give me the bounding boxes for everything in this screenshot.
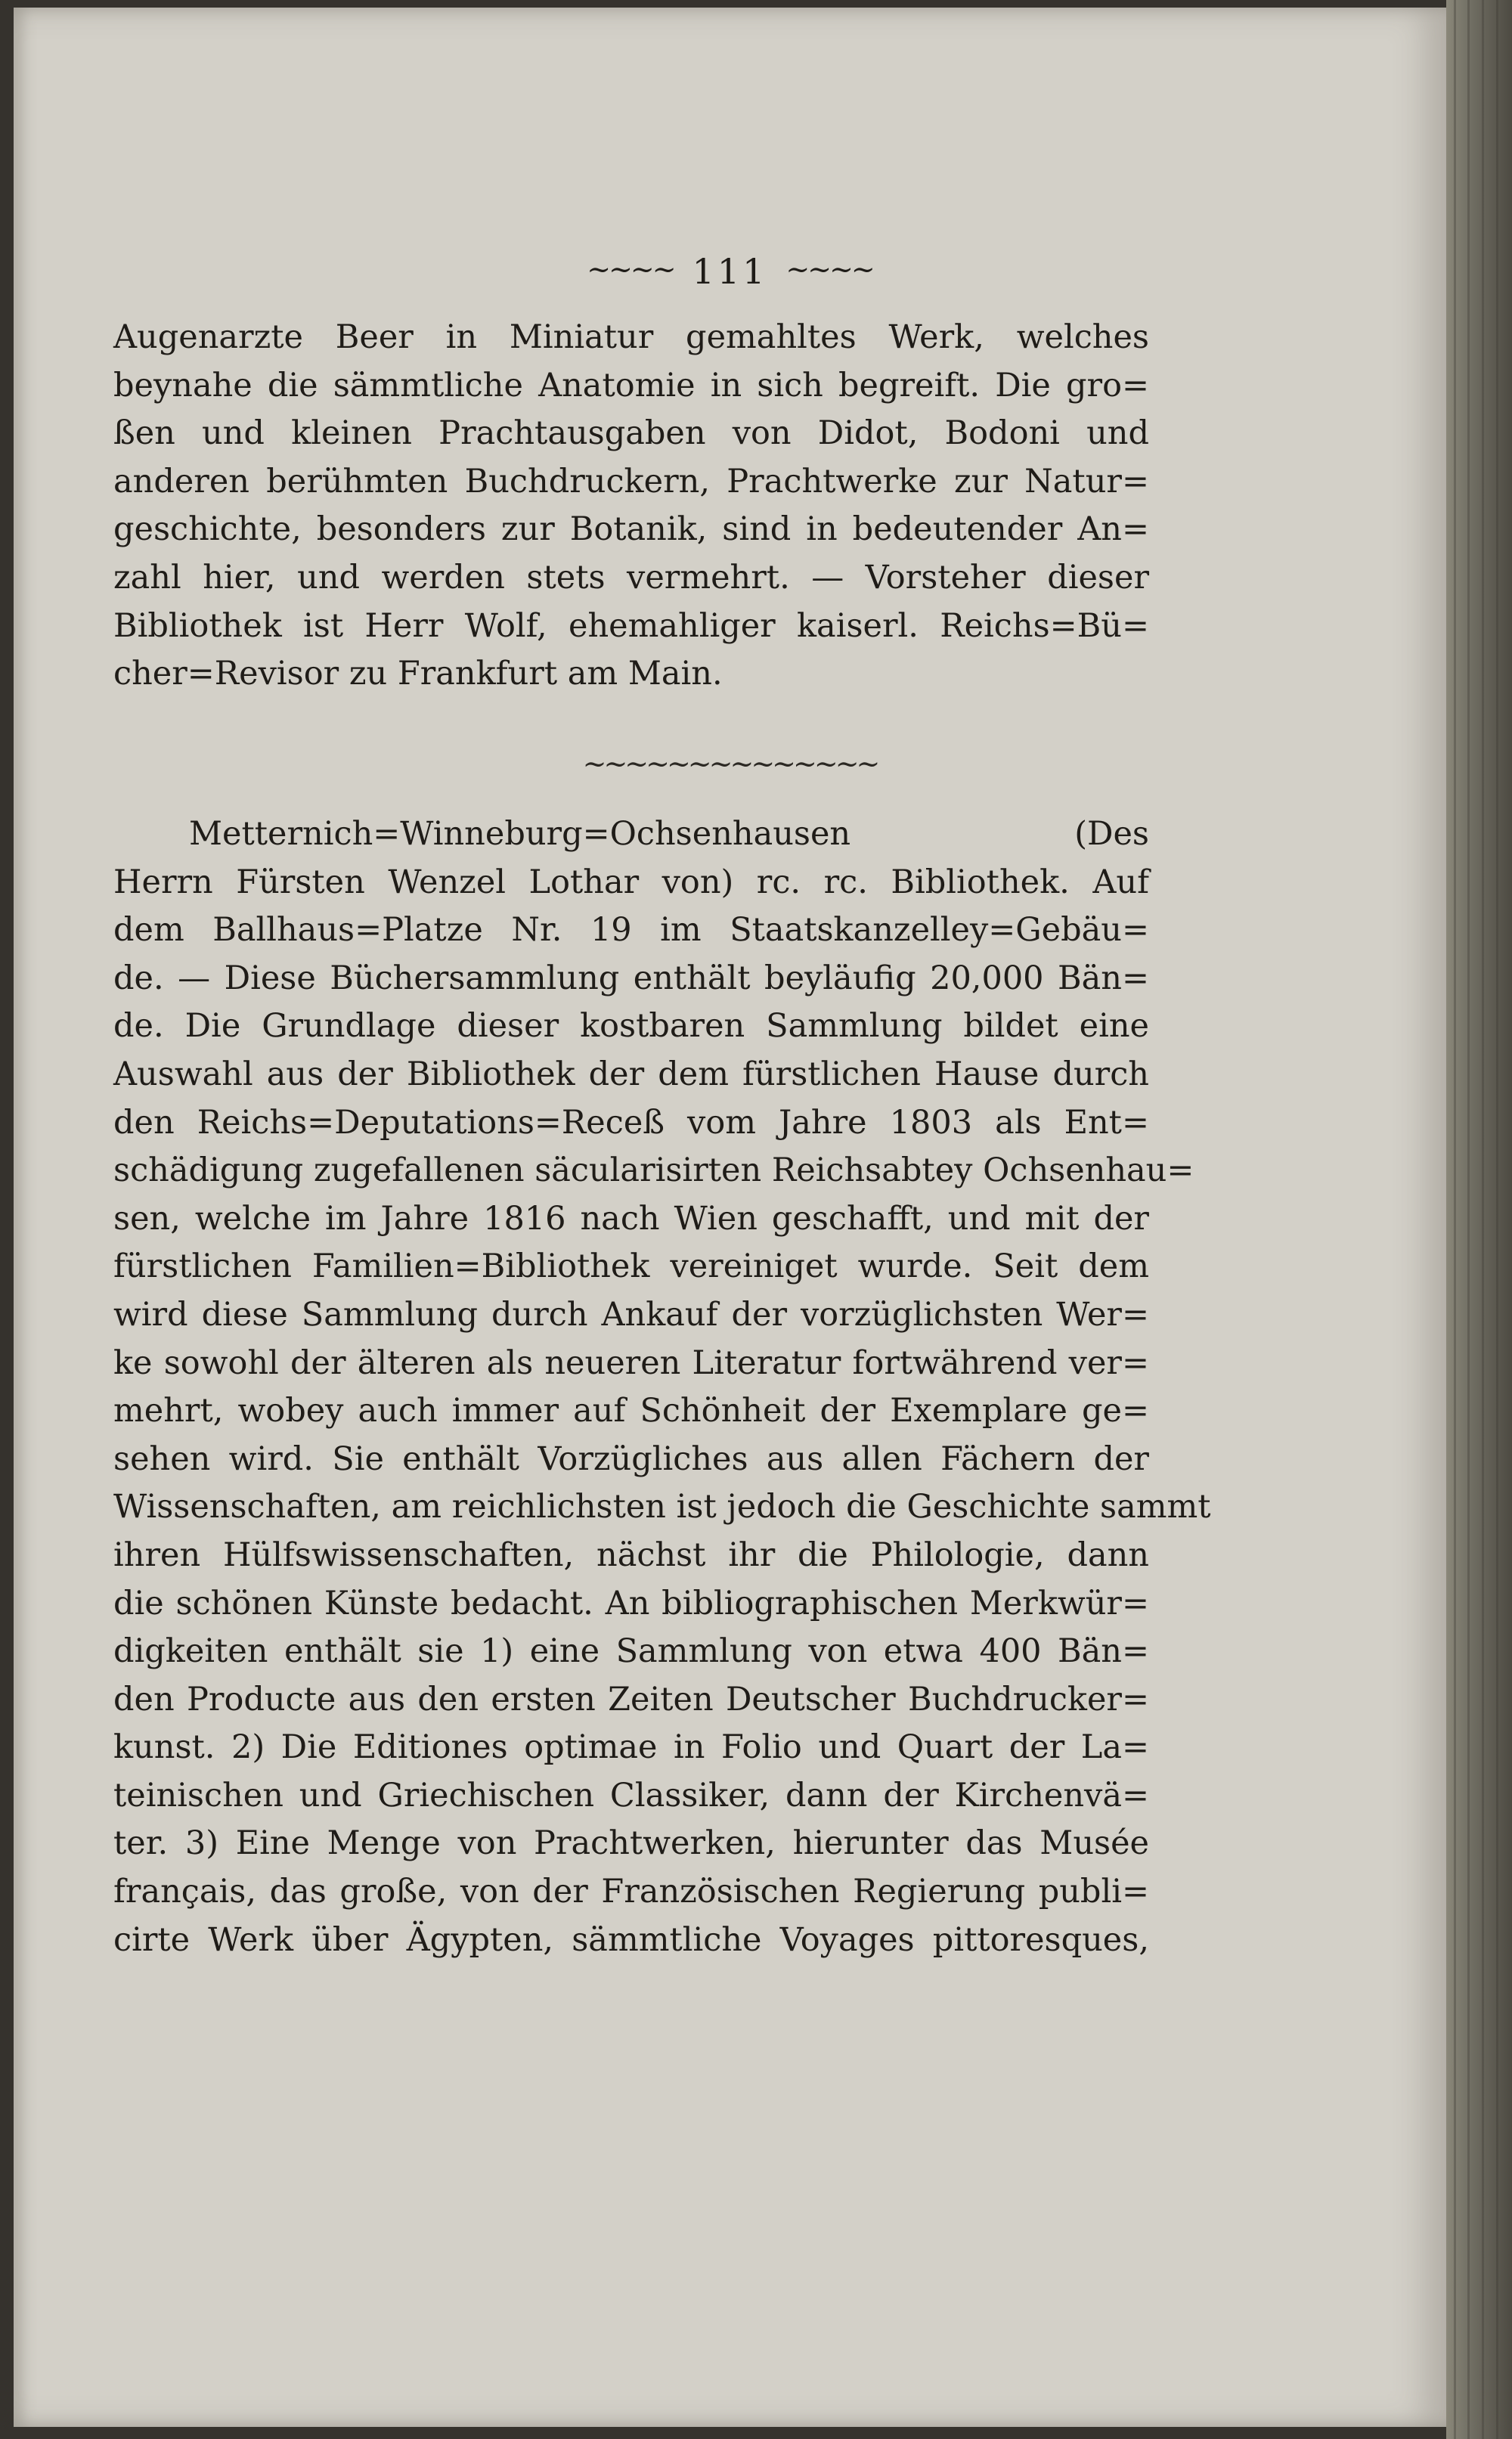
header-ornament-right: ~~~~: [785, 253, 873, 286]
header-ornament-left: ~~~~: [587, 253, 674, 286]
text-line: fürstlichen Familien=Bibliothek vereiniget wurde. Seit dem: [113, 1247, 1149, 1286]
text-line: ihren Hülfswissenschaften, nächst ihr die Philologie, dann: [113, 1536, 1149, 1574]
text-line: wird diese Sammlung durch Ankauf der vorzüglichsten Wer=: [113, 1295, 1149, 1334]
text-line: Herrn Fürsten Wenzel Lothar von) rc. rc. Bibliothek. Auf: [113, 863, 1149, 901]
text-line: die schönen Künste bedacht. An bibliographischen Merkwür=: [113, 1584, 1149, 1622]
text-line: digkeiten enthält sie 1) eine Sammlung von etwa 400 Bän=: [113, 1632, 1149, 1671]
book-edge: [1446, 0, 1512, 2439]
text-line: ßen und kleinen Prachtausgaben von Didot, Bodoni und: [113, 414, 1149, 453]
text-line: cirte Werk über Ägypten, sämmtliche Voyages pittoresques,: [113, 1920, 1149, 1959]
text-line: den Producte aus den ersten Zeiten Deutscher Buchdrucker=: [113, 1680, 1149, 1718]
paragraph-metternich-library: [113, 810, 1211, 1964]
text-line: cher=Revisor zu Frankfurt am Main.: [113, 655, 723, 693]
text-line: Wissenschaften, am reichlichsten ist jedoch die Geschichte sammt: [113, 1488, 1211, 1526]
page-number: 111: [692, 251, 768, 292]
text-line: Auswahl aus der Bibliothek der dem fürstlichen Hause durch: [113, 1055, 1149, 1093]
text-line: schädigung zugefallenen säcularisirten Reichsabtey Ochsenhau=: [113, 1151, 1194, 1190]
text-line: zahl hier, und werden stets vermehrt. — Vorsteher dieser: [113, 558, 1149, 597]
text-line: beynahe die sämmtliche Anatomie in sich begreift. Die gro=: [113, 366, 1149, 404]
text-line: teinischen und Griechischen Classiker, dann der Kirchenvä=: [113, 1776, 1149, 1815]
section-divider: ~~~~~~~~~~~~~~: [582, 747, 878, 780]
text-line: dem Ballhaus=Platze Nr. 19 im Staatskanzelley=Gebäu=: [113, 911, 1149, 950]
text-line: Bibliothek ist Herr Wolf, ehemahliger kaiserl. Reichs=Bü=: [113, 606, 1149, 645]
text-line: ter. 3) Eine Menge von Prachtwerken, hierunter das Musée: [113, 1824, 1149, 1863]
paragraph-continued: [113, 314, 1149, 699]
text-line: ke sowohl der älteren als neueren Literatur fortwährend ver=: [113, 1343, 1149, 1382]
text-line: anderen berühmten Buchdruckern, Prachtwerke zur Natur=: [113, 462, 1149, 501]
text-line: Augenarzte Beer in Miniatur gemahltes Werk, welches: [113, 318, 1149, 356]
text-line: mehrt, wobey auch immer auf Schönheit der Exemplare ge=: [113, 1392, 1149, 1430]
page-header: [14, 251, 1446, 292]
text-line: français, das große, von der Französischen Regierung publi=: [113, 1873, 1149, 1911]
text-line: Metternich=Winneburg=Ochsenhausen (Des: [189, 815, 1149, 853]
text-line: kunst. 2) Die Editiones optimae in Folio und Quart der La=: [113, 1728, 1149, 1767]
text-line: sehen wird. Sie enthält Vorzügliches aus allen Fächern der: [113, 1440, 1149, 1478]
text-line: den Reichs=Deputations=Receß vom Jahre 1803 als Ent=: [113, 1103, 1149, 1142]
text-line: de. — Diese Büchersammlung enthält beyläufig 20,000 Bän=: [113, 959, 1149, 997]
book-page: [14, 8, 1446, 2427]
text-line: geschichte, besonders zur Botanik, sind in bedeutender An=: [113, 510, 1149, 549]
text-line: sen, welche im Jahre 1816 nach Wien geschafft, und mit der: [113, 1199, 1149, 1238]
text-line: de. Die Grundlage dieser kostbaren Sammlung bildet eine: [113, 1007, 1149, 1046]
